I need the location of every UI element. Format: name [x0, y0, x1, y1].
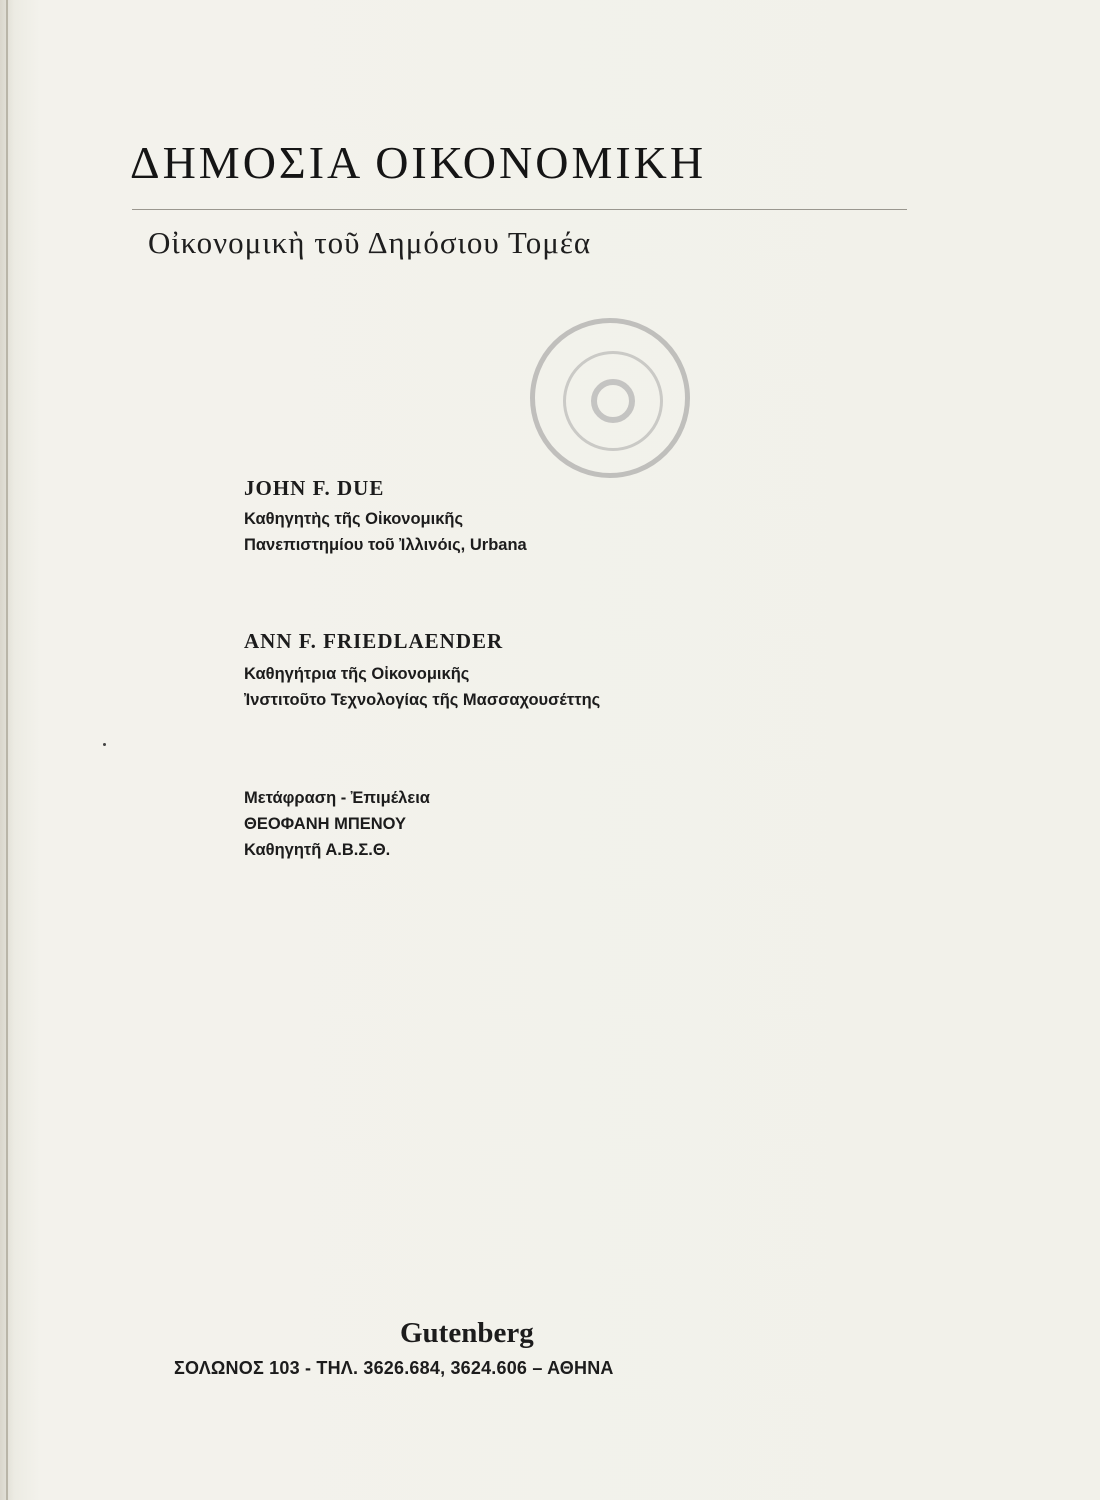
author-name-1: JOHN F. DUE — [244, 476, 385, 500]
page-speck — [103, 743, 106, 746]
publisher-name: Gutenberg — [400, 1317, 534, 1349]
translator-name: ΘΕΟΦΑΝΗ ΜΠΕΝΟΥ — [244, 815, 407, 833]
page-edge — [6, 0, 8, 1500]
author-affiliation-line: Πανεπιστημίου τοῦ Ἰλλινόις, Urbana — [244, 536, 527, 554]
author-affiliation-line: Καθηγητὴς τῆς Οἰκονομικῆς — [244, 510, 464, 528]
library-stamp-icon — [530, 318, 690, 478]
author-affiliation-line: Ἰνστιτοῦτο Τεχνολογίας τῆς Μασσαχουσέττης — [244, 691, 601, 709]
translator-title: Καθηγητῆ Α.Β.Σ.Θ. — [244, 841, 391, 859]
title-rule — [132, 209, 907, 210]
author-affiliation-line: Καθηγήτρια τῆς Οἰκονομικῆς — [244, 665, 470, 683]
book-title: ΔΗΜΟΣΙΑ ΟΙΚΟΝΟΜΙΚΗ — [130, 137, 707, 188]
book-subtitle: Οἰκονομικὴ τοῦ Δημόσιου Τομέα — [148, 225, 592, 260]
publisher-address: ΣΟΛΩΝΟΣ 103 - ΤΗΛ. 3626.684, 3624.606 – ΑΘΗΝΑ — [174, 1358, 614, 1378]
author-name-2: ANN F. FRIEDLAENDER — [244, 629, 504, 653]
translation-credit: Μετάφραση - Ἐπιμέλεια — [244, 789, 430, 807]
